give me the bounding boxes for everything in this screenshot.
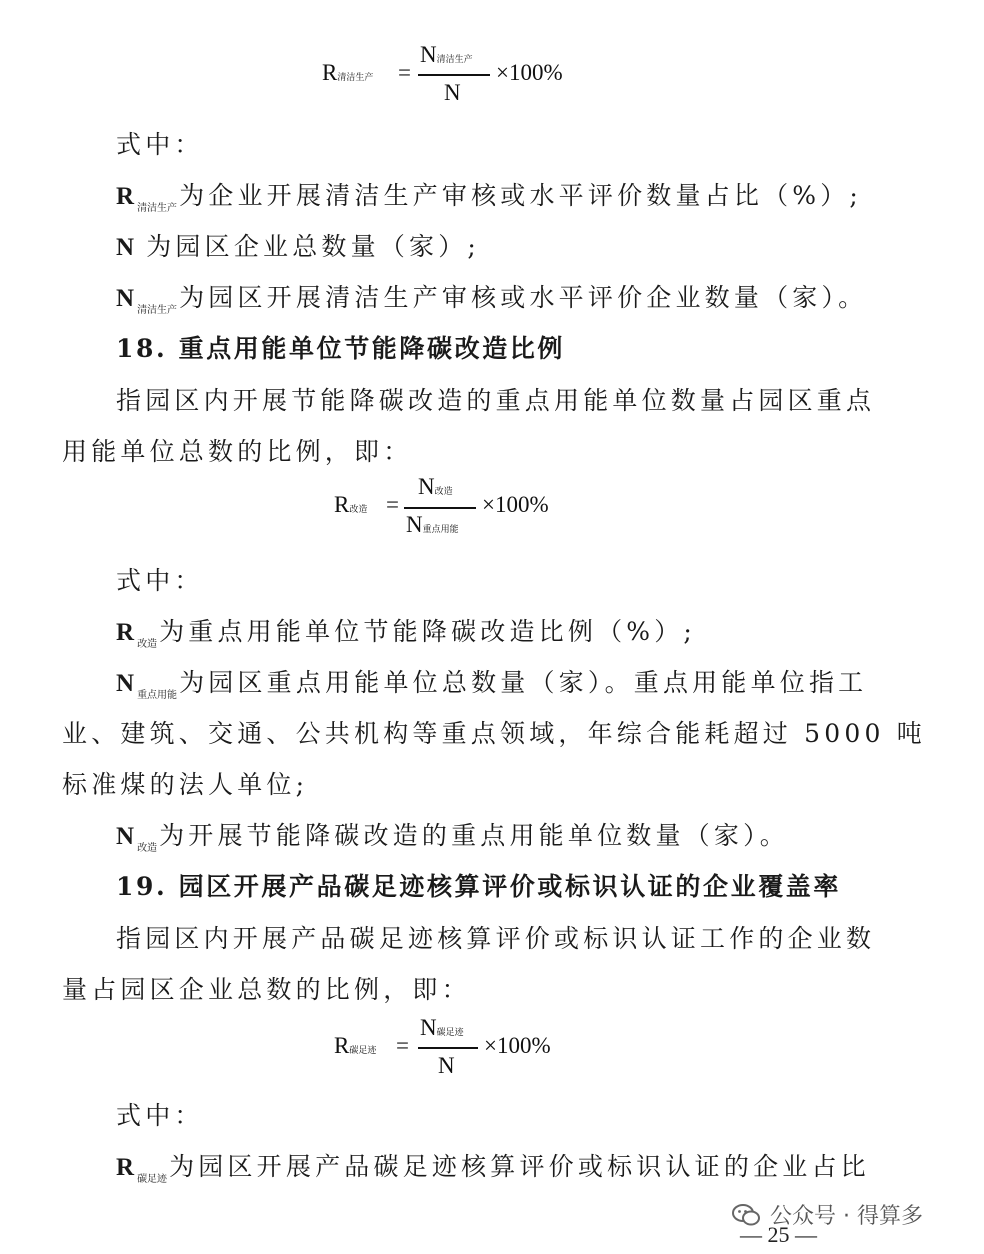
formula-denominator: N	[444, 80, 461, 105]
formula-lhs: R碳足迹	[334, 1033, 377, 1058]
where-label: 式中：	[116, 1101, 204, 1130]
formula-multiplier: ×100%	[484, 1033, 551, 1058]
formula-numerator: N碳足迹	[420, 1015, 464, 1040]
definition-n-key-energy: N $_{重点用能}$为园区重点用能单位总数量（家）。重点用能单位指工	[116, 668, 868, 701]
formula-lhs: R改造	[334, 492, 368, 517]
definition-r-clean: R $_{清洁生产}$为企业开展清洁生产审核或水平评价数量占比（%）;	[116, 181, 863, 214]
paragraph-18-line-1: 指园区内开展节能降碳改造的重点用能单位数量占园区重点	[116, 386, 876, 415]
fraction-bar	[418, 74, 490, 76]
paragraph-19-line-2: 量占园区企业总数的比例，即：	[62, 975, 471, 1004]
definition-n-clean: N $_{清洁生产}$为园区开展清洁生产审核或水平评价企业数量（家）。	[116, 283, 868, 316]
paragraph-19-line-1: 指园区内开展产品碳足迹核算评价或标识认证工作的企业数	[116, 924, 876, 953]
where-label: 式中：	[116, 130, 204, 159]
section-heading-18: 18. 重点用能单位节能降碳改造比例	[116, 334, 565, 363]
formula-denominator: N	[438, 1053, 455, 1078]
fraction-bar	[404, 507, 476, 509]
formula-lhs: R清洁生产	[322, 60, 374, 85]
page-number: — 25 —	[740, 1222, 817, 1247]
where-label: 式中：	[116, 566, 204, 595]
definition-n-total: N 为园区企业总数量（家）;	[116, 232, 481, 261]
formula-equals: =	[396, 1033, 409, 1058]
formula-numerator: N清洁生产	[420, 42, 473, 67]
formula-multiplier: ×100%	[482, 492, 549, 517]
formula-equals: =	[398, 60, 411, 85]
formula-multiplier: ×100%	[496, 60, 563, 85]
definition-n-key-energy-line-3: 标准煤的法人单位;	[62, 770, 309, 799]
definition-r-carbon: R $_{碳足迹}$为园区开展产品碳足迹核算评价或标识认证的企业占比	[116, 1152, 870, 1185]
formula-denominator: N重点用能	[406, 512, 459, 537]
definition-r-retrofit: R $_{改造}$为重点用能单位节能降碳改造比例（%）;	[116, 617, 697, 650]
definition-n-retrofit: N $_{改造}$为开展节能降碳改造的重点用能单位数量（家）。	[116, 821, 789, 854]
definition-n-key-energy-line-2: 业、建筑、交通、公共机构等重点领域，年综合能耗超过 5000 吨	[62, 719, 926, 748]
fraction-bar	[418, 1047, 478, 1049]
formula-equals: =	[386, 492, 399, 517]
formula-numerator: N改造	[418, 474, 453, 499]
paragraph-18-line-2: 用能单位总数的比例，即：	[62, 437, 413, 466]
section-heading-19: 19. 园区开展产品碳足迹核算评价或标识认证的企业覆盖率	[116, 872, 841, 901]
watermark-label: 公众号 · 得算多	[770, 1204, 923, 1229]
